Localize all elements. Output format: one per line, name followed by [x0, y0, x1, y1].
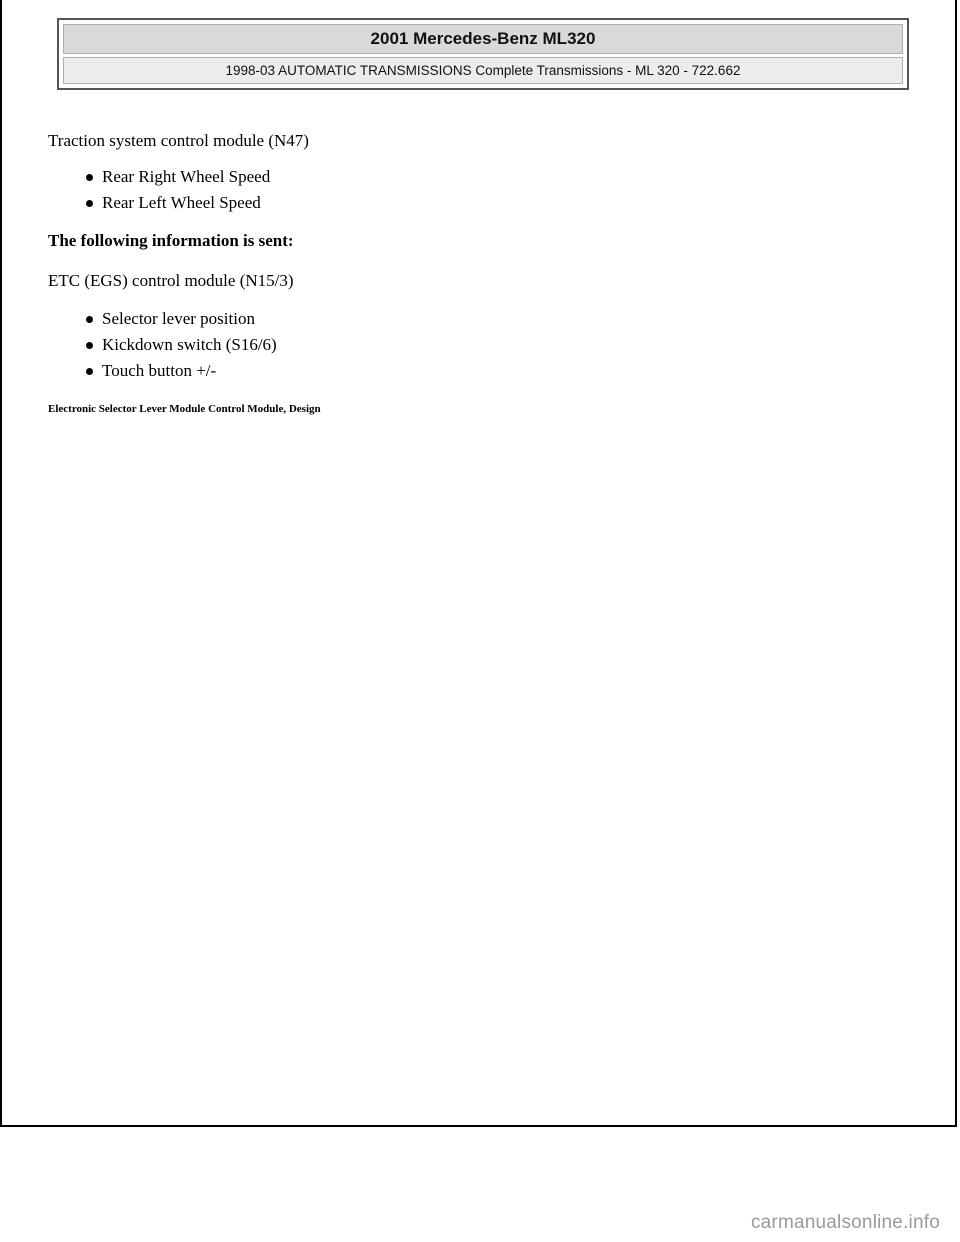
list-item: [86, 360, 908, 382]
list-item: [86, 308, 908, 330]
list-item-text: Kickdown switch (S16/6): [102, 335, 277, 354]
figure-caption: Electronic Selector Lever Module Control Module, Design: [48, 403, 321, 415]
document-body: [48, 130, 908, 416]
bullet-icon: [86, 200, 93, 207]
list-item: [86, 166, 908, 188]
bullet-icon: [86, 342, 93, 349]
list-item-text: Selector lever position: [102, 309, 255, 328]
traction-list: [48, 166, 908, 214]
list-item-text: Touch button +/-: [102, 361, 217, 380]
document-header: [57, 18, 909, 90]
bullet-icon: [86, 174, 93, 181]
watermark-link[interactable]: carmanualsonline.info: [750, 1212, 940, 1233]
bullet-icon: [86, 368, 93, 375]
header-title: 2001 Mercedes-Benz ML320: [63, 24, 903, 54]
list-item: [86, 334, 908, 356]
sent-heading: The following information is sent:: [48, 231, 294, 250]
bullet-icon: [86, 316, 93, 323]
list-item: [86, 192, 908, 214]
list-item-text: Rear Left Wheel Speed: [102, 193, 261, 212]
etc-heading: ETC (EGS) control module (N15/3): [48, 271, 294, 290]
traction-heading: Traction system control module (N47): [48, 131, 309, 150]
list-item-text: Rear Right Wheel Speed: [102, 167, 271, 186]
header-subtitle: 1998-03 AUTOMATIC TRANSMISSIONS Complete Transmissions - ML 320 - 722.662: [63, 57, 903, 84]
etc-list: [48, 308, 908, 382]
